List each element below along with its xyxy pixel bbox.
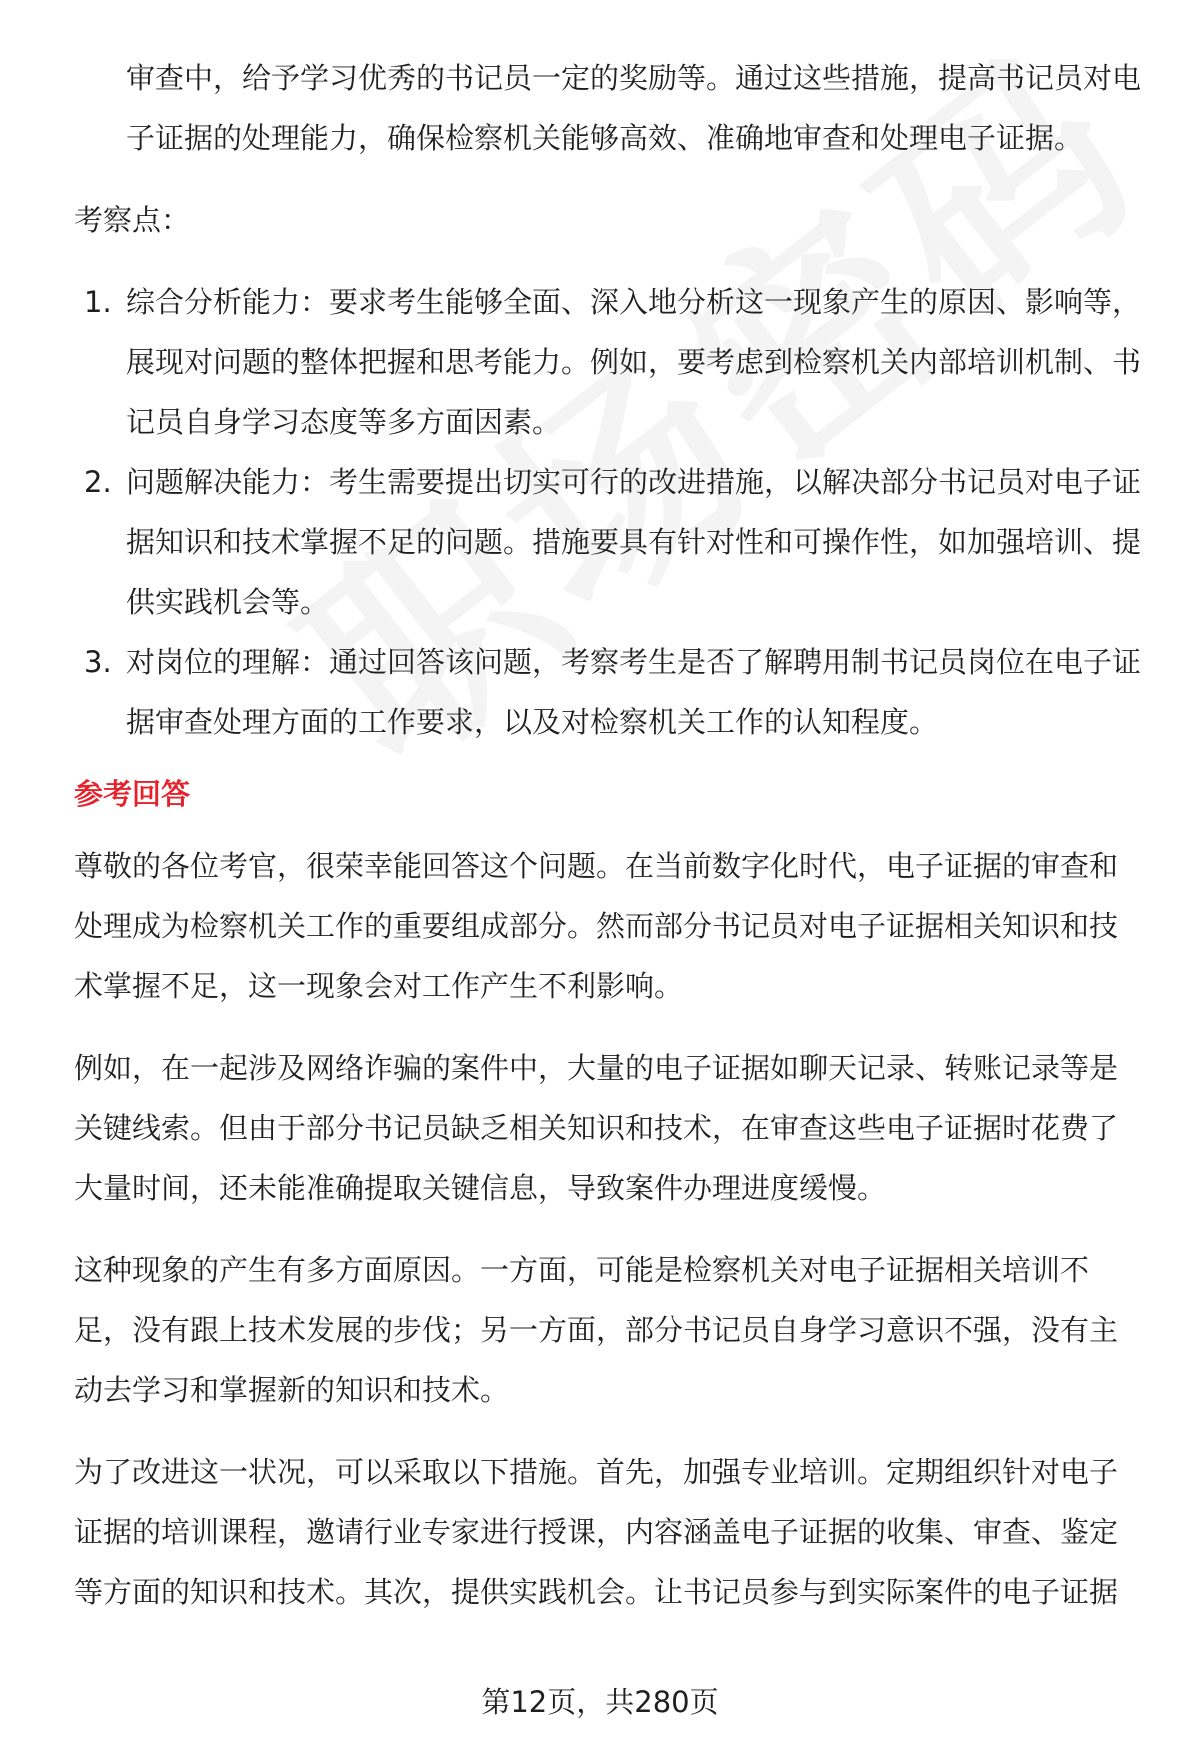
continuation-paragraph: 审查中，给予学习优秀的书记员一定的奖励等。通过这些措施，提高书记员对电子证据的处理能力，确保检察机关能够高效、准确地审查和处理电子证据。 (126, 61, 1142, 155)
points-label: 考察点： (74, 203, 191, 237)
list-item-number: 2. (84, 465, 112, 499)
list-item-number: 1. (84, 285, 112, 319)
list-item (74, 452, 1144, 632)
answer-paragraph: 尊敬的各位考官，很荣幸能回答这个问题。在当前数字化时代，电子证据的审查和处理成为检察机关工作的重要组成部分。然而部分书记员对电子证据相关知识和技术掌握不足，这一现象会对工作产生不利影响。 (74, 849, 1119, 1003)
list-item-text: 问题解决能力：考生需要提出切实可行的改进措施，以解决部分书记员对电子证据知识和技术掌握不足的问题。措施要具有针对性和可操作性，如加强培训、提供实践机会等。 (126, 465, 1142, 619)
list-item-number: 3. (84, 645, 112, 679)
page-footer: 第12页，共280页 (481, 1685, 719, 1719)
answer-paragraph: 例如，在一起涉及网络诈骗的案件中，大量的电子证据如聊天记录、转账记录等是关键线索。但由于部分书记员缺乏相关知识和技术，在审查这些电子证据时花费了大量时间，还未能准确提取关键信息，导致案件办理进度缓慢。 (74, 1051, 1119, 1205)
answer-paragraph: 为了改进这一状况，可以采取以下措施。首先，加强专业培训。定期组织针对电子证据的培训课程，邀请行业专家进行授课，内容涵盖电子证据的收集、审查、鉴定等方面的知识和技术。其次，提供实践机会。让书记员参与到实际案件的电子证据 (74, 1455, 1119, 1609)
points-list (74, 272, 1144, 752)
list-item (74, 632, 1144, 752)
page-content (74, 48, 1144, 1644)
answer-heading: 参考回答 (74, 777, 191, 811)
list-item-text: 对岗位的理解：通过回答该问题，考察考生是否了解聘用制书记员岗位在电子证据审查处理方面的工作要求，以及对检察机关工作的认知程度。 (126, 645, 1142, 739)
list-item-text: 综合分析能力：要求考生能够全面、深入地分析这一现象产生的原因、影响等，展现对问题的整体把握和思考能力。例如，要考虑到检察机关内部培训机制、书记员自身学习态度等多方面因素。 (126, 285, 1142, 439)
list-item (74, 272, 1144, 452)
answer-paragraph: 这种现象的产生有多方面原因。一方面，可能是检察机关对电子证据相关培训不足，没有跟上技术发展的步伐；另一方面，部分书记员自身学习意识不强，没有主动去学习和掌握新的知识和技术。 (74, 1253, 1119, 1407)
